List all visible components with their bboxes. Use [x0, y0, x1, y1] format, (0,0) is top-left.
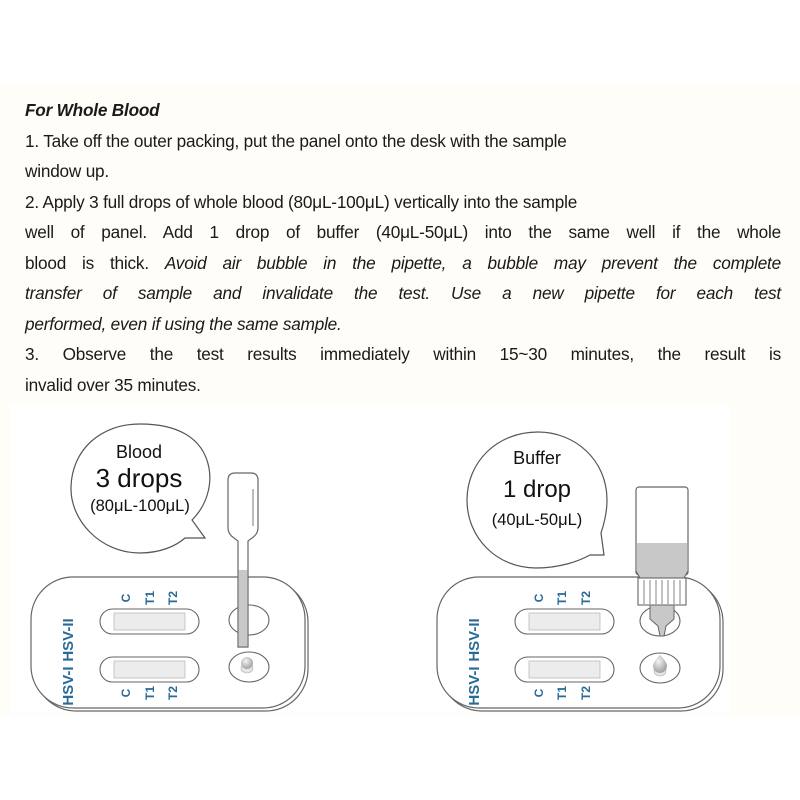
- bubble-title: Blood: [115, 442, 163, 462]
- marker-t1-top: T1: [555, 590, 569, 606]
- step-2-line-2: well of panel. Add 1 drop of buffer (40μL-50μL) into the same well if the whole: [25, 222, 781, 242]
- step-1-line-1: 1. Take off the outer packing, put the panel onto the desk with the sample: [25, 130, 567, 151]
- step-2-warning-text: Avoid air bubble in the pipette, a bubble may prevent the complete: [164, 252, 781, 273]
- bubble-title: Buffer: [513, 448, 561, 468]
- step-2-line-4: transfer of sample and invalidate the test. Use a new pipette for each test: [25, 283, 781, 303]
- result-window-bottom: [515, 657, 614, 682]
- marker-c-top: C: [119, 593, 133, 603]
- strip-label-hsv2: HSV-II: [60, 618, 77, 662]
- bubble-amount: 1 drop: [502, 476, 572, 503]
- marker-t2-top: T2: [166, 590, 180, 606]
- step-2-line-5: performed, even if using the same sample.: [25, 313, 342, 334]
- marker-t1-bottom: T1: [555, 685, 569, 701]
- result-window-top: [515, 609, 614, 634]
- step-3-line-1: 3. Observe the test results immediately within 15~30 minutes, the result is: [25, 344, 781, 364]
- drop-icon: [241, 657, 253, 669]
- marker-c-bottom: C: [532, 688, 546, 698]
- marker-c-top: C: [532, 593, 546, 603]
- bubble-amount: 3 drops: [95, 463, 183, 493]
- strip-label-hsv1: HSV-I: [60, 666, 77, 706]
- section-heading: For Whole Blood: [25, 100, 160, 120]
- strip-label-hsv2: HSV-II: [466, 618, 483, 662]
- marker-t1-bottom: T1: [143, 685, 157, 701]
- bubble-volume: (40μL-50μL): [491, 511, 583, 529]
- result-window-bottom: [100, 657, 199, 682]
- step-1-line-2: window up.: [25, 161, 109, 181]
- marker-t2-top: T2: [579, 590, 593, 606]
- right-diagram: [437, 432, 723, 711]
- step-2-plain-text: blood is thick.: [25, 252, 165, 273]
- bubble-volume: (80μL-100μL): [90, 497, 190, 515]
- strip-label-hsv1: HSV-I: [466, 666, 483, 706]
- marker-t1-top: T1: [143, 590, 157, 606]
- step-3-line-2: invalid over 35 minutes.: [25, 374, 201, 395]
- marker-t2-bottom: T2: [579, 685, 593, 701]
- marker-c-bottom: C: [119, 688, 133, 698]
- left-diagram: [31, 424, 308, 711]
- step-2-line-1: 2. Apply 3 full drops of whole blood (80μL-100μL) vertically into the sample: [25, 191, 578, 212]
- result-window-top: [100, 609, 199, 634]
- marker-t2-bottom: T2: [166, 685, 180, 701]
- sample-well: [229, 605, 269, 635]
